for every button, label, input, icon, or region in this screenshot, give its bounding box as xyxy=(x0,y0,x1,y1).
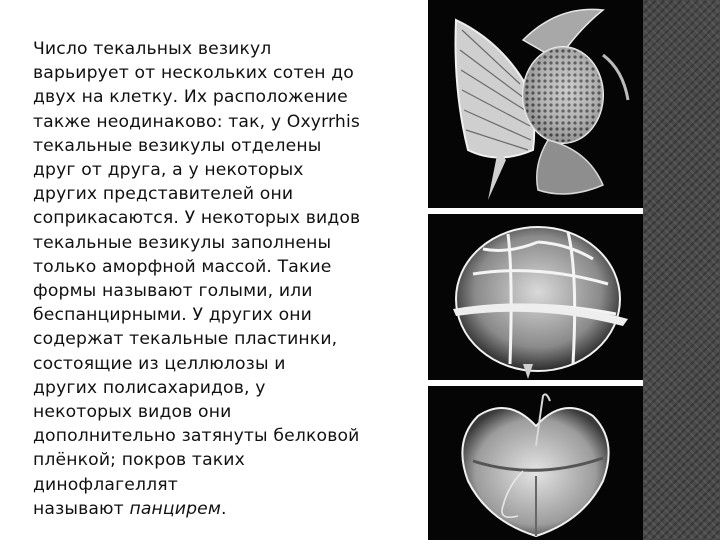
text-line: текальные везикулы отделены xyxy=(33,135,322,156)
text-line: формы называют голыми, или xyxy=(33,281,313,302)
text-line: друг от друга, а у некоторых xyxy=(33,160,304,181)
text-line: Число текальных везикул xyxy=(33,39,272,59)
text-line: динофлагеллят xyxy=(33,474,178,495)
text-line: беспанцирными. У других они xyxy=(33,305,312,326)
body-text xyxy=(33,37,413,521)
text-line: текальные везикулы заполнены xyxy=(33,232,332,253)
text-fragment: называют xyxy=(33,498,130,519)
text-line: других полисахаридов, у xyxy=(33,377,266,398)
text-line: соприкасаются. У некоторых видов xyxy=(33,208,361,229)
decorative-side-stripe xyxy=(643,0,720,540)
text-line: плёнкой; покров таких xyxy=(33,450,245,471)
text-line: только аморфной массой. Такие xyxy=(33,256,332,277)
photo-column xyxy=(428,0,643,540)
text-line: некоторых видов они xyxy=(33,402,232,423)
text-line: содержат текальные пластинки, xyxy=(33,329,338,350)
italic-term: панцирем xyxy=(129,498,221,519)
dinoflagellate-micrograph-3 xyxy=(428,386,643,540)
text-line: варьирует от нескольких сотен до xyxy=(33,63,354,84)
text-line: состоящие из целлюлозы и xyxy=(33,353,286,374)
text-fragment: . xyxy=(220,498,227,519)
text-line: других представителей они xyxy=(33,184,294,205)
text-line-last xyxy=(33,497,413,521)
text-line: также неодинаково: так, у Oxyrrhis xyxy=(33,111,361,132)
text-line: дополнительно затянуты белковой xyxy=(33,426,360,447)
text-line: двух на клетку. Их расположение xyxy=(33,87,348,108)
dinoflagellate-micrograph-2 xyxy=(428,214,643,380)
dinoflagellate-micrograph-1 xyxy=(428,0,643,208)
